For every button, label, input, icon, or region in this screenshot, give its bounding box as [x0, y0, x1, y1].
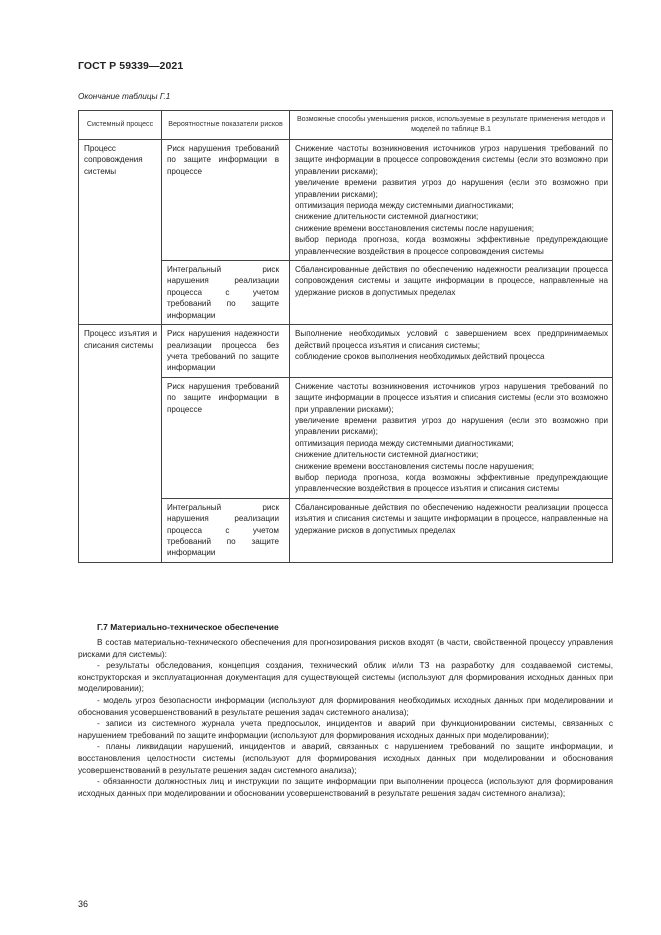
- section-body: [78, 637, 613, 799]
- measure-item: увеличение времени развития угроз до нарушения (если это возможно при управлении рисками);: [295, 415, 608, 437]
- measure-item: оптимизация периода между системными диагностиками;: [295, 201, 514, 211]
- measure-item: Сбалансированные действия по обеспечению надежности реализации процесса изъятия и списания системы и защите информации в процессе, направленные на удержание рисков в допустимых пределах: [295, 502, 608, 535]
- paragraph: - обязанности должностных лиц и инструкции по защите информации при выполнении процесса (используют для формирования исходных данных при моделировании и обосновании усовершенствований в результате решения задач системного анализа);: [78, 776, 613, 798]
- measure-item: Сбалансированные действия по обеспечению надежности реализации процесса сопровождения системы и защите информации в процессе, направленные на удержание рисков в допустимых пределах: [295, 265, 608, 297]
- section-heading: Г.7 Материально-техническое обеспечение: [97, 622, 279, 632]
- measure-item: увеличение времени развития угроз до нарушения (если это возможно при управлении рисками);: [295, 178, 608, 199]
- measures-cell: [290, 377, 613, 498]
- measures-cell: [290, 140, 613, 261]
- measures-cell: [290, 325, 613, 378]
- measure-item: выбор периода прогноза, когда возможны эффективные предупреждающие управленческие воздействия в процессе изъятия и списания системы: [295, 472, 608, 494]
- risk-cell: Риск нарушения требований по защите информации в процессе: [162, 140, 290, 261]
- column-header-process: Системный процесс: [79, 111, 162, 140]
- page-number: 36: [78, 899, 89, 909]
- column-header-risk-indicators: Вероятностные показатели рисков: [162, 111, 290, 140]
- process-cell: Процесс сопровождения системы: [79, 140, 162, 325]
- table-row: [79, 325, 613, 378]
- paragraph: - записи из системного журнала учета предпосылок, инцидентов и аварий при функционировании системы, связанных с нарушением требований по защите информации (используют для формирования исходных данных при моделировании);: [78, 718, 613, 740]
- measure-item: соблюдение сроков выполнения необходимых действий процесса: [295, 351, 545, 361]
- measure-item: снижение длительности системной диагностики;: [295, 450, 479, 460]
- risk-cell: Интегральный риск нарушения реализации процесса с учетом требований по защите информации: [162, 498, 290, 562]
- process-cell: Процесс изъятия и списания системы: [79, 325, 162, 563]
- table-header-row: [79, 111, 613, 140]
- measure-item: Снижение частоты возникновения источников угроз нарушения требований по защите информации в процессе изъятия и списания системы (если это возможно при управлении рисками);: [295, 381, 608, 414]
- measures-cell: [290, 498, 613, 562]
- table-caption: Окончание таблицы Г.1: [78, 92, 171, 101]
- measure-item: снижение времени восстановления системы после нарушения;: [295, 223, 534, 233]
- risk-cell: Риск нарушения требований по защите информации в процессе: [162, 377, 290, 498]
- measures-cell: [290, 261, 613, 325]
- measure-item: выбор периода прогноза, когда возможны эффективные предупреждающие управленческие воздействия в процессе сопровождения системы: [295, 235, 608, 256]
- measure-item: Снижение частоты возникновения источников угроз нарушения требований по защите информации в процессе сопровождения системы (если это возможно при управлении рисками);: [295, 144, 608, 176]
- paragraph: В состав материально-технического обеспечения для прогнозирования рисков входят (в части, свойственной процессу управления рисками для системы):: [78, 637, 613, 659]
- measure-item: снижение длительности системной диагностики;: [295, 212, 479, 222]
- measure-item: Выполнение необходимых условий с завершением всех предпринимаемых действий процесса изъятия и списания системы;: [295, 329, 608, 350]
- table-row: [79, 140, 613, 261]
- measure-item: оптимизация периода между системными диагностиками;: [295, 438, 514, 448]
- risk-cell: Интегральный риск нарушения реализации процесса с учетом требований по защите информации: [162, 261, 290, 325]
- standard-designation: ГОСТ Р 59339—2021: [78, 60, 184, 72]
- measure-item: снижение времени восстановления системы после нарушения;: [295, 461, 534, 471]
- risk-reduction-table: [78, 110, 613, 563]
- paragraph: - результаты обследования, концепция создания, технический облик и/или ТЗ на разработку для создаваемой системы, конструкторская и эксплуатационная документация для существующей системы (используют для формирования исходных данных при моделировании);: [78, 660, 613, 694]
- risk-cell: Риск нарушения надежности реализации процесса без учета требований по защите информации: [162, 325, 290, 378]
- column-header-reduction-methods: Возможные способы уменьшения рисков, используемые в результате применения методов и моделей по таблице В.1: [290, 111, 613, 140]
- paragraph: - модель угроз безопасности информации (используют для формирования необходимых исходных данных при моделировании и обоснования усовершенствований в результате решения задач системного анализа);: [78, 694, 613, 717]
- paragraph: - планы ликвидации нарушений, инцидентов и аварий, связанных с нарушением требований по защите информации, и восстановления целостности системы (используют для формирования исходных данных при моделировании и обоснования усовершенствований в результате решения задач системного анализа);: [78, 741, 613, 775]
